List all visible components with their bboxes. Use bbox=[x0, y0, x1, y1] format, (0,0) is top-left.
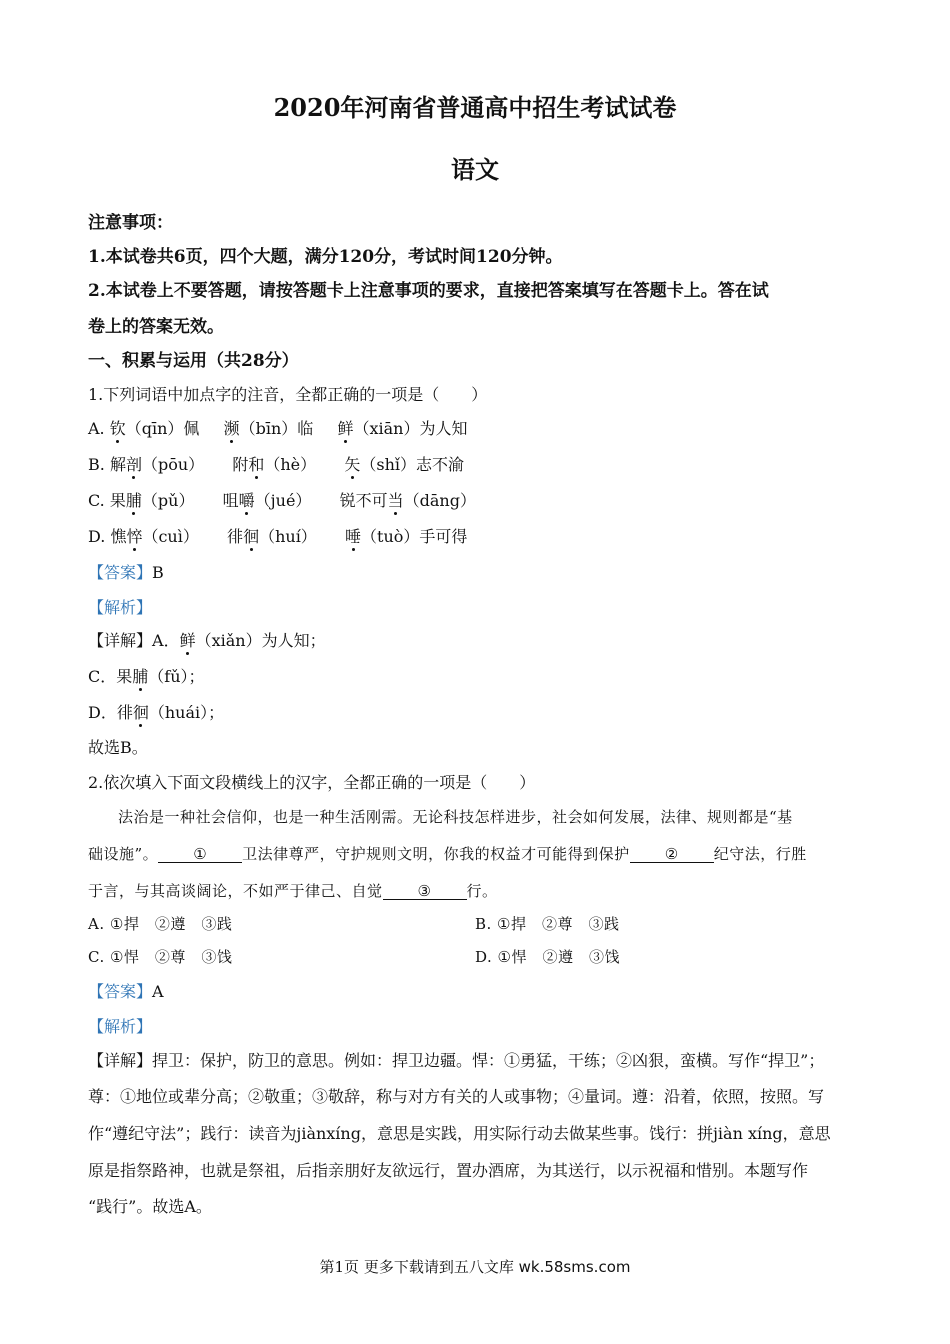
dotted-char: 脯 bbox=[132, 664, 148, 687]
q2-option-d: D. ①悍 ②遵 ③饯 bbox=[475, 948, 620, 966]
pinyin: （tuò）手可得 bbox=[361, 527, 468, 546]
footer-text: 第1页 更多下载请到五八文库 bbox=[319, 1258, 514, 1276]
q2-answer bbox=[88, 979, 164, 1002]
answer-value: A bbox=[152, 982, 164, 1001]
pinyin: （jué） bbox=[254, 491, 312, 510]
q2-detail-line-5: “践行”。故选A。 bbox=[88, 1197, 212, 1216]
answer-tag: 【答案】 bbox=[88, 982, 153, 1001]
pinyin: （shǐ）志不渝 bbox=[360, 455, 464, 474]
word-part: 锐不可 bbox=[339, 491, 388, 510]
q1-answer bbox=[88, 560, 164, 583]
dotted-char: 矢 bbox=[344, 452, 360, 475]
passage-text: 于言，与其高谈阔论，不如严于律己、自觉 bbox=[88, 882, 383, 900]
detail-tag: 【详解】 bbox=[88, 631, 153, 650]
pinyin: （hè） bbox=[264, 455, 317, 474]
q1-detail-c bbox=[88, 664, 205, 687]
q1-analysis-tag: 【解析】 bbox=[88, 598, 153, 617]
detail-text: （huái）； bbox=[148, 703, 225, 722]
q1-detail-d bbox=[88, 700, 224, 723]
dotted-char: 剖 bbox=[126, 452, 142, 475]
passage-text: 卫法律尊严，守护规则文明，你我的权益才可能得到保护 bbox=[242, 845, 630, 863]
subject-title: 语文 bbox=[451, 155, 499, 184]
detail-label: D．徘 bbox=[88, 703, 133, 722]
q2-detail-line-1: 【详解】捍卫：保护，防卫的意思。例如：捍卫边疆。悍：①勇猛，干练；②凶狠，蛮横。写作“捍卫”； bbox=[88, 1051, 825, 1070]
q2-option-a: A. ①捍 ②遵 ③践 bbox=[88, 915, 233, 933]
dotted-char: 和 bbox=[248, 452, 264, 475]
q2-option-c: C. ①悍 ②尊 ③饯 bbox=[88, 948, 233, 966]
notice-item-2-line-1: 2.本试卷上不要答题，请按答题卡上注意事项的要求，直接把答案填写在答题卡上。答在试 bbox=[88, 281, 769, 301]
detail-label: C．果 bbox=[88, 667, 133, 686]
pinyin: （cuì） bbox=[142, 527, 199, 546]
dotted-char: 钦 bbox=[110, 416, 126, 439]
option-label: D. bbox=[88, 527, 106, 546]
blank-2: ② bbox=[630, 846, 714, 863]
detail-label: A． bbox=[152, 631, 180, 650]
footer-link[interactable]: wk.58sms.com bbox=[518, 1258, 631, 1276]
passage-text: 纪守法，行胜 bbox=[713, 845, 807, 863]
q2-stem: 2.依次填入下面文段横线上的汉字，全都正确的一项是（ ） bbox=[88, 773, 536, 792]
q1-option-a bbox=[88, 416, 468, 439]
detail-text: （xiǎn）为人知； bbox=[195, 631, 326, 650]
q2-passage-line-1: 法治是一种社会信仰，也是一种生活刚需。无论科技怎样进步，社会如何发展，法律、规则都是“基 bbox=[118, 808, 793, 826]
dotted-char: 当 bbox=[388, 488, 404, 511]
notice-heading: 注意事项： bbox=[88, 213, 173, 233]
word-part: 附 bbox=[232, 455, 249, 474]
answer-tag: 【答案】 bbox=[88, 563, 153, 582]
q2-analysis-tag: 【解析】 bbox=[88, 1017, 153, 1036]
q1-conclusion: 故选B。 bbox=[88, 738, 148, 757]
q2-passage-line-3 bbox=[88, 880, 498, 901]
blank-3: ③ bbox=[383, 883, 467, 900]
word-part: 果 bbox=[109, 491, 126, 510]
dotted-char: 徊 bbox=[243, 524, 259, 547]
pinyin: （pōu） bbox=[141, 455, 205, 474]
option-label: B. bbox=[88, 455, 105, 474]
page-footer bbox=[0, 1256, 950, 1277]
option-label: A. bbox=[88, 419, 105, 438]
dotted-char: 脯 bbox=[126, 488, 142, 511]
blank-1: ① bbox=[158, 846, 242, 863]
q2-option-b: B. ①捍 ②尊 ③践 bbox=[475, 915, 620, 933]
pinyin: （qīn）佩 bbox=[125, 419, 200, 438]
q1-option-c bbox=[88, 488, 476, 511]
word-part: 徘 bbox=[227, 527, 244, 546]
dotted-char: 鲜 bbox=[180, 628, 196, 651]
passage-text: 行。 bbox=[466, 882, 498, 900]
word-part: 咀 bbox=[222, 491, 239, 510]
dotted-char: 徊 bbox=[133, 700, 149, 723]
word-part: 解 bbox=[109, 455, 126, 474]
section-heading: 一、积累与运用（共28分） bbox=[88, 351, 299, 371]
pinyin: （dāng） bbox=[403, 491, 476, 510]
dotted-char: 唾 bbox=[345, 524, 361, 547]
q2-detail-line-2: 尊：①地位或辈分高；②敬重；③敬辞，称与对方有关的人或事物；④量词。遵：沿着，依照，按照。写 bbox=[88, 1087, 825, 1106]
q1-detail-a bbox=[88, 628, 326, 651]
dotted-char: 鲜 bbox=[337, 416, 353, 439]
q2-passage-line-2 bbox=[88, 843, 807, 864]
q1-option-b bbox=[88, 452, 464, 475]
q2-detail-line-4: 原是指祭路神，也就是祭祖，后指亲朋好友欲远行，置办酒席，为其送行，以示祝福和惜别。本题写作 bbox=[88, 1161, 809, 1180]
pinyin: （huí） bbox=[259, 527, 317, 546]
exam-title: 2020年河南省普通高中招生考试试卷 bbox=[273, 93, 677, 122]
notice-item-2-line-2: 卷上的答案无效。 bbox=[88, 317, 224, 337]
q1-stem: 1.下列词语中加点字的注音，全都正确的一项是（ ） bbox=[88, 385, 488, 404]
dotted-char: 嚼 bbox=[239, 488, 255, 511]
word-part: 憔 bbox=[110, 527, 127, 546]
dotted-char: 濒 bbox=[224, 416, 240, 439]
detail-text: （fǔ）； bbox=[148, 667, 205, 686]
pinyin: （pǔ） bbox=[141, 491, 195, 510]
pinyin: （xiān）为人知 bbox=[353, 419, 468, 438]
q2-detail-line-3: 作“遵纪守法”；践行：读音为jiànxíng，意思是实践，用实际行动去做某些事。饯行：拼jiàn xíng，意思 bbox=[88, 1124, 831, 1143]
option-label: C. bbox=[88, 491, 105, 510]
dotted-char: 悴 bbox=[126, 524, 142, 547]
pinyin: （bīn）临 bbox=[239, 419, 314, 438]
notice-item-1: 1.本试卷共6页，四个大题，满分120分，考试时间120分钟。 bbox=[88, 247, 563, 267]
answer-value: B bbox=[152, 563, 164, 582]
q1-option-d bbox=[88, 524, 467, 547]
passage-text: 础设施”。 bbox=[88, 845, 159, 863]
